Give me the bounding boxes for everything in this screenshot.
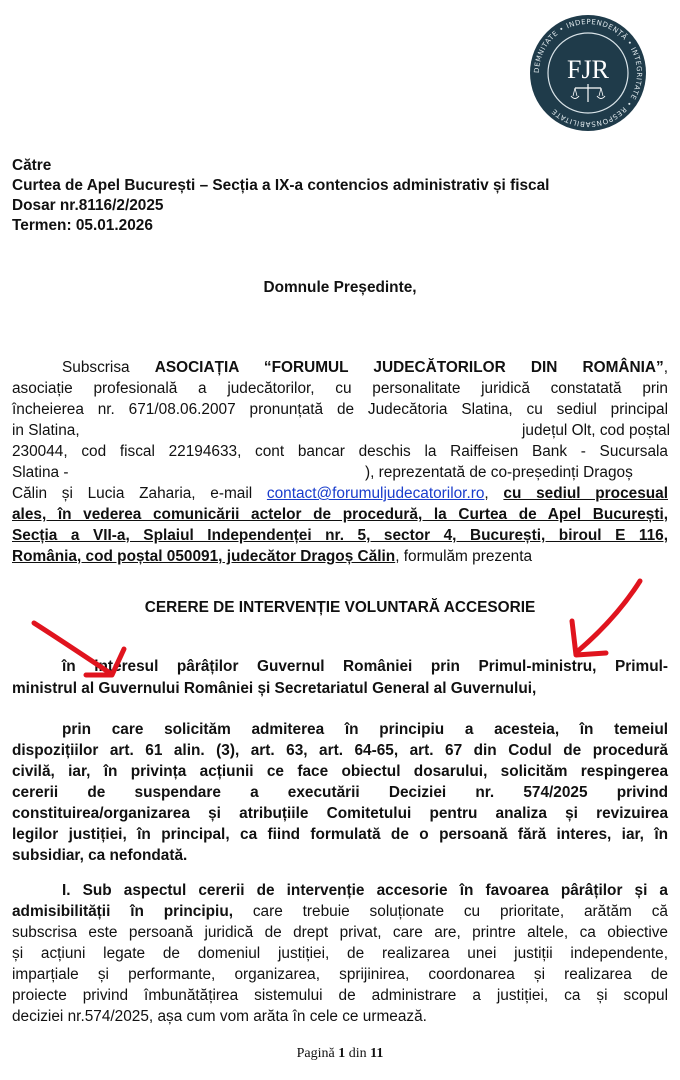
intro-line-6a: Slatina - bbox=[12, 464, 69, 481]
intro-text: , formulăm prezenta bbox=[395, 548, 533, 565]
header-court: Curtea de Apel București – Secția a IX-a contencios administrativ și fiscal bbox=[12, 177, 550, 194]
section1-line-4: și acțiuni legate de domeniul justiției, de realizarea unei justiții independente, bbox=[12, 945, 668, 962]
request-line-5: constituirea/organizarea și atribuțiile Comitetului pentru analiza și revizuirea bbox=[12, 805, 668, 822]
intro-line-6b: ), reprezentată de co-președinți Dragoș bbox=[365, 464, 633, 481]
request-line-6: legilor justiției, în principal, ca fiind formulată de o persoană fără interes, iar, în bbox=[12, 826, 668, 843]
request-line-2: dispozițiilor art. 61 alin. (3), art. 63, art. 64-65, art. 67 din Codul de procedură bbox=[12, 742, 668, 759]
intro-text: , bbox=[484, 485, 504, 502]
intro-text: Călin și Lucia Zaharia, e-mail bbox=[12, 485, 267, 502]
section1-line-5: imparțiale și performante, organizarea, sprijinirea, coordonarea și realizarea de bbox=[12, 966, 668, 983]
total-pages: 11 bbox=[370, 1046, 384, 1061]
logo-ring-text: DEMNITATE • INDEPENDENȚĂ • INTEGRITATE • RESPONSABILITATE bbox=[532, 17, 644, 129]
header-term: Termen: 05.01.2026 bbox=[12, 217, 153, 234]
intro-line-5: 230044, cod fiscal 22194633, cont bancar deschis la Raiffeisen Bank - Sucursala bbox=[12, 443, 668, 460]
logo-monogram: FJR bbox=[567, 55, 609, 84]
intro-line-1 bbox=[62, 358, 668, 378]
document-title: CERERE DE INTERVENȚIE VOLUNTARĂ ACCESORIE bbox=[144, 599, 536, 616]
association-name: ASOCIAȚIA “FORUMUL JUDECĂTORILOR DIN ROMÂNIA” bbox=[154, 359, 664, 376]
section1-line-3: subscrisa este persoană juridică de drept privat, care are, printre altele, ca obiective bbox=[12, 924, 668, 941]
request-line-4: cererii de suspendare a executării Deciziei nr. 574/2025 privind bbox=[12, 784, 668, 801]
intro-line-4a: in Slatina, bbox=[12, 422, 80, 439]
current-page: 1 bbox=[338, 1046, 346, 1061]
section1-line-2 bbox=[12, 902, 668, 922]
interest-line-2: ministrul al Guvernului României și Secretariatul General al Guvernului, bbox=[12, 680, 537, 697]
intro-line-2: asociație profesională a judecătorilor, cu personalitate juridică constatată prin bbox=[12, 380, 668, 397]
intro-line-8: ales, în vederea comunicării actelor de procedură, la Curtea de Apel București, bbox=[12, 506, 668, 523]
request-line-7: subsidiar, ca nefondată. bbox=[12, 847, 188, 864]
intro-line-7 bbox=[12, 484, 668, 504]
red-arrow-right-icon bbox=[566, 575, 651, 665]
procedural-seat-address: România, cod poștal 050091, judecător Dragoș Călin bbox=[12, 548, 396, 565]
intro-line-4b: județul Olt, cod poștal bbox=[522, 422, 671, 439]
header-file-number: Dosar nr.8116/2/2025 bbox=[12, 197, 164, 214]
procedural-seat-label: cu sediul procesual bbox=[503, 485, 668, 502]
footer-text: Pagină bbox=[296, 1046, 339, 1061]
request-line-1: prin care solicităm admiterea în principiu a acesteia, în temeiul bbox=[62, 721, 668, 738]
red-arrow-left-icon bbox=[28, 615, 128, 685]
page-footer bbox=[0, 1046, 680, 1062]
intro-line-10 bbox=[12, 547, 668, 567]
section1-line-6: proiecte privind îmbunătățirea sistemului de administrare a justiției, ca și scopul bbox=[12, 987, 668, 1004]
section1-heading-tail: admisibilității în principiu, bbox=[12, 903, 233, 920]
fjr-seal-icon bbox=[529, 14, 647, 132]
section1-line-7: deciziei nr.574/2025, așa cum vom arăta în cele ce urmează. bbox=[12, 1008, 427, 1025]
request-line-3: civilă, iar, în privința acțiunii ce face obiectul dosarului, solicităm respingerea bbox=[12, 763, 668, 780]
fjr-logo bbox=[529, 14, 647, 132]
interest-line-1: în interesul pârâților Guvernul României prin Primul-ministru, Primul- bbox=[62, 658, 668, 675]
header-to: Către bbox=[12, 157, 52, 174]
salutation: Domnule Președinte, bbox=[263, 279, 417, 296]
section1-line-1: I. Sub aspectul cererii de intervenție accesorie în favoarea pârâților și a bbox=[62, 882, 668, 899]
email-link[interactable]: contact@forumuljudecatorilor.ro bbox=[266, 485, 485, 502]
intro-line-3: încheierea nr. 671/08.06.2007 pronunțată de Judecătoria Slatina, cu sediul principal bbox=[12, 401, 668, 418]
footer-text: din bbox=[345, 1046, 371, 1061]
intro-line-9: Secția a VII-a, Splaiul Independenței nr. 5, sector 4, București, biroul E 116, bbox=[12, 527, 668, 544]
intro-text: Subscrisa bbox=[62, 359, 155, 376]
intro-text: , bbox=[663, 359, 668, 376]
section1-text: care trebuie soluționate cu prioritate, arătăm că bbox=[233, 903, 668, 920]
